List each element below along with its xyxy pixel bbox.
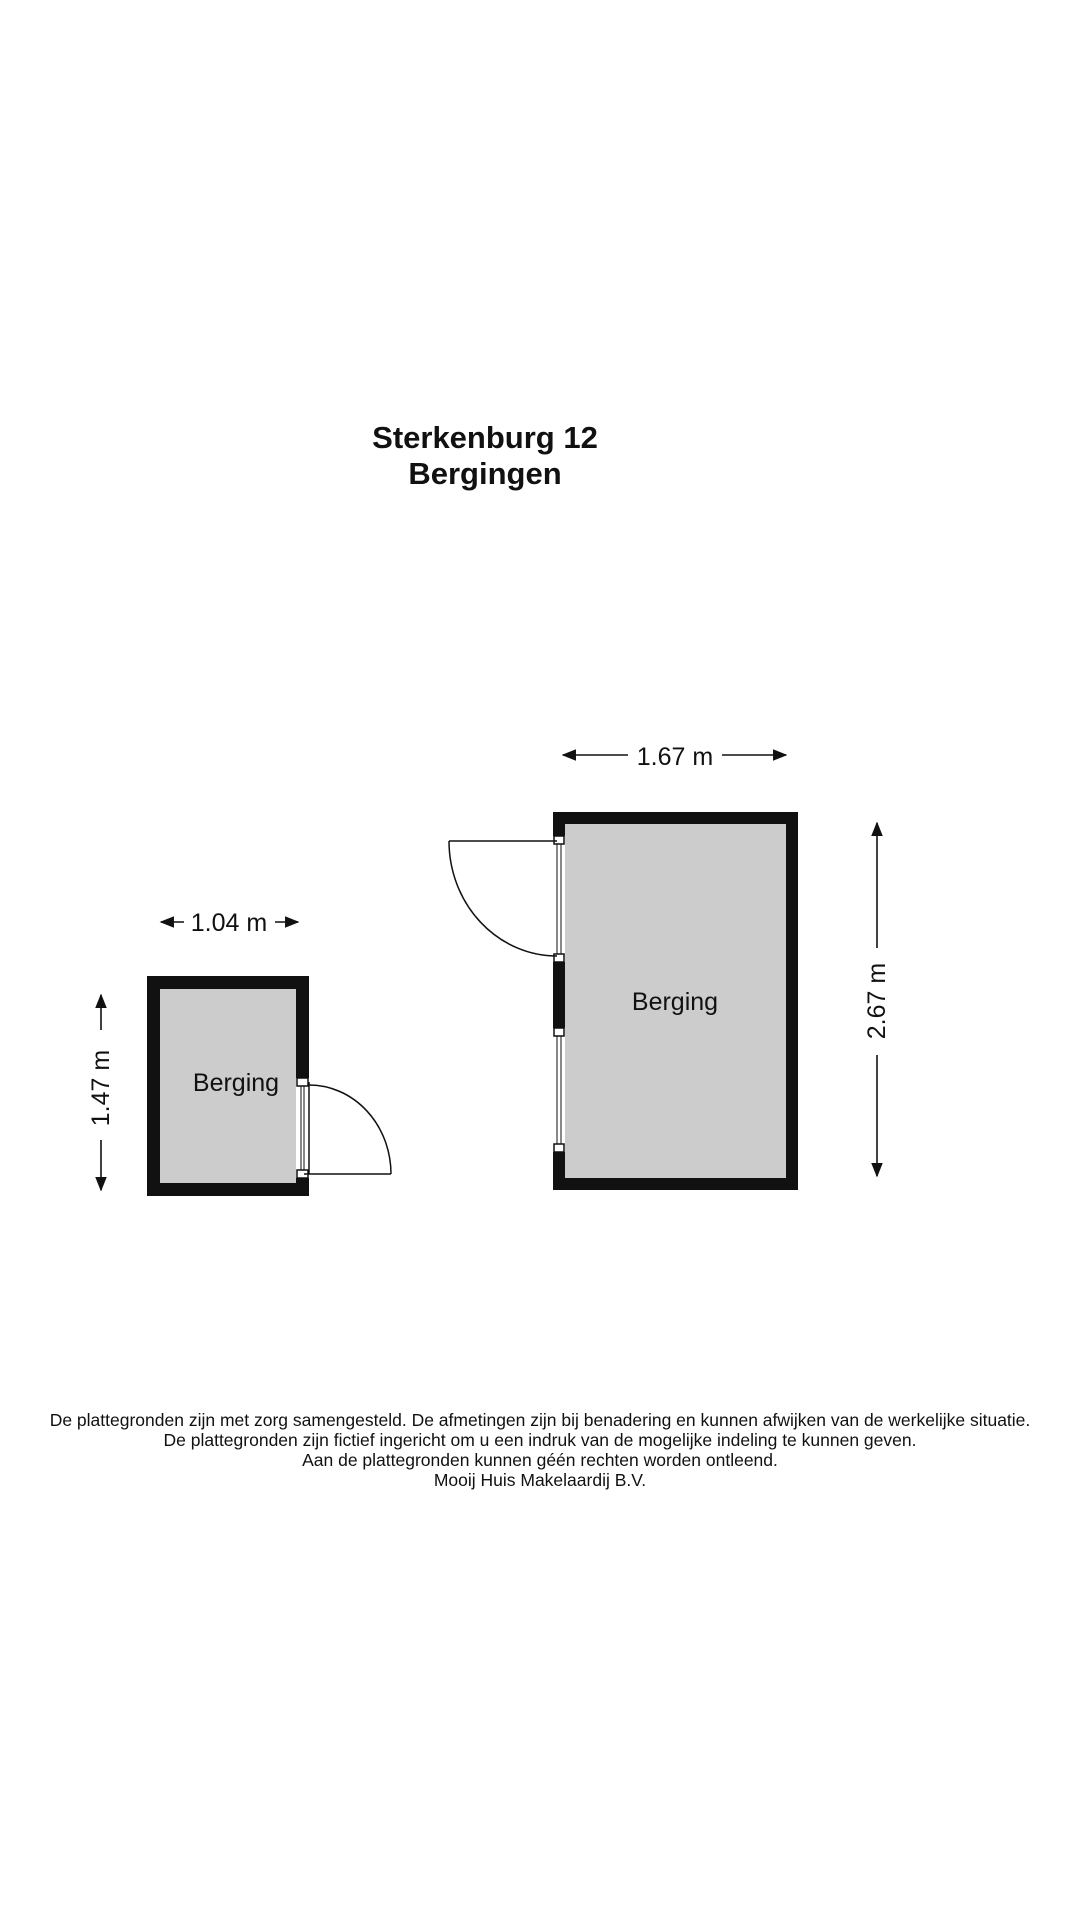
small-room-width-dimension — [161, 909, 298, 937]
large-room-width-label: 1.67 m — [636, 743, 714, 771]
address-title: Sterkenburg 12 — [372, 420, 598, 455]
small-room-width-label: 1.04 m — [190, 909, 268, 937]
large-room-door-opening — [553, 836, 565, 962]
small-storage-room — [147, 976, 391, 1196]
small-room-depth-dimension — [87, 995, 115, 1190]
small-room-label: Berging — [192, 1069, 280, 1097]
disclaimer-line: Aan de plattegronden kunnen géén rechten worden ontleend. — [302, 1450, 778, 1470]
small-room-depth-label: 1.47 m — [87, 1049, 115, 1127]
disclaimer-line: De plattegronden zijn fictief ingericht om u een indruk van de mogelijke indeling te kunnen geven. — [163, 1430, 917, 1450]
small-room-door-swing — [304, 1082, 391, 1174]
small-room-door-opening — [296, 1078, 309, 1178]
large-storage-room — [449, 812, 798, 1190]
disclaimer — [0, 1410, 1080, 1490]
disclaimer-line: De plattegronden zijn met zorg samengesteld. De afmetingen zijn bij benadering en kunnen afwijken van de werkelijke situatie. — [49, 1410, 1031, 1430]
large-room-window — [553, 1028, 565, 1152]
floor-subtitle: Bergingen — [408, 456, 562, 491]
large-room-door-swing — [449, 841, 557, 956]
large-room-label: Berging — [631, 988, 719, 1016]
agency-name: Mooij Huis Makelaardij B.V. — [433, 1470, 647, 1490]
large-room-depth-dimension — [863, 823, 891, 1176]
large-room-depth-label: 2.67 m — [863, 962, 891, 1040]
large-room-width-dimension — [563, 743, 786, 771]
